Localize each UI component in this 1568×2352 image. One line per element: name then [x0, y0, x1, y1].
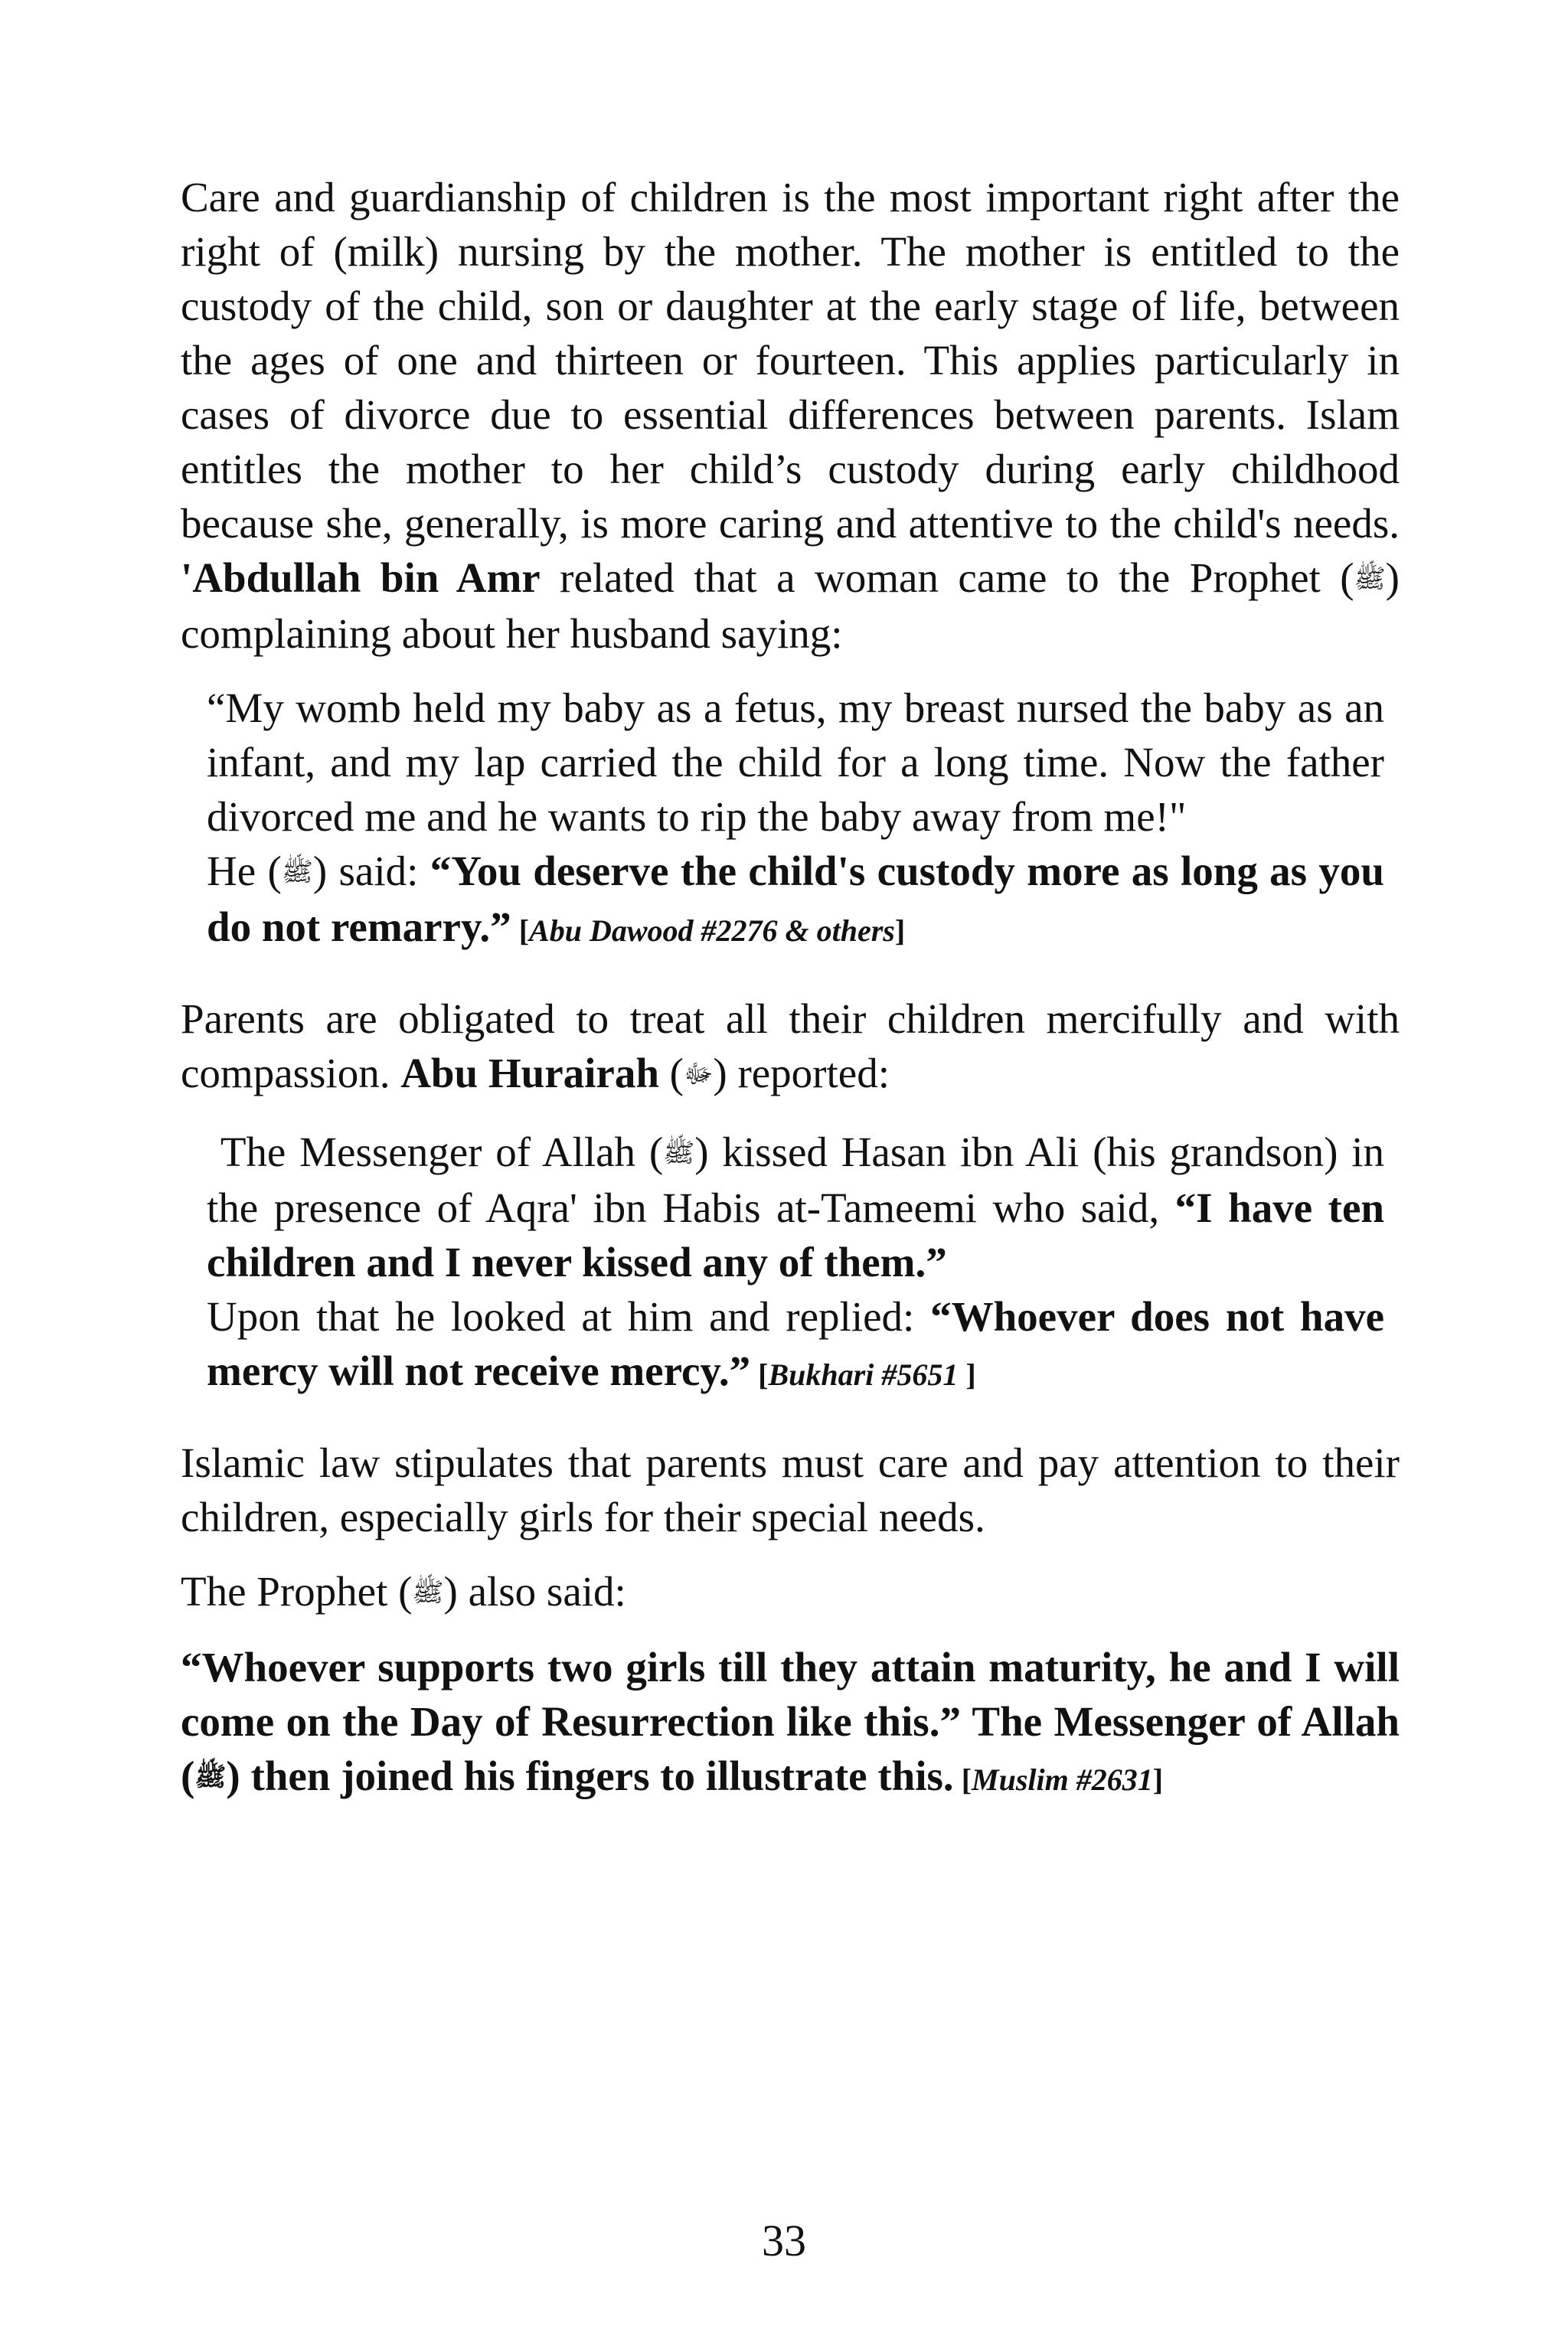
reference: [Abu Dawood #2276 & others] — [511, 913, 906, 948]
hadith-bold: “I have ten children and I never kissed any of them.” — [207, 1184, 1384, 1285]
narrator-name: Abu Hurairah — [400, 1050, 659, 1096]
paragraph-text: ) complaining about her husband saying: — [181, 554, 1400, 657]
paragraph-hadith-girls — [181, 1640, 1400, 1807]
paragraph-text: ( — [658, 1050, 684, 1096]
quote-text: Upon that he looked at him and replied: — [207, 1293, 931, 1340]
paragraph-text: Care and guardianship of children is the most important right after the right of (milk) nursing by the mother. The mother is entitled to the custody of the child, son or daughter at the early stage of life, between the ages of one and thirteen or fourteen. This applies particularly in cases of divorce due to essential differences between parents. Islam entitles the mother to her child’s custody during early childhood because she, generally, is more caring and attentive to the child's needs. — [181, 174, 1400, 547]
paragraph-text: Islamic law stipulates that parents must care and pay attention to their children, especially girls for their special needs. — [181, 1439, 1400, 1540]
reference: [Muslim #2631] — [953, 1762, 1164, 1797]
paragraph-girls — [181, 1436, 1400, 1544]
paragraph-custody — [181, 170, 1400, 661]
paragraph-prophet-said — [181, 1564, 1400, 1620]
page-body — [181, 170, 1400, 1807]
paragraph-text: ) also said: — [443, 1568, 626, 1615]
paragraph-mercy — [181, 991, 1400, 1102]
quote-text: He ( — [207, 848, 282, 894]
reference: [Bukhari #5651 ] — [750, 1357, 976, 1392]
quote-kiss — [207, 1125, 1384, 1402]
narrator-name: 'Abdullah bin Amr — [181, 554, 541, 601]
honorific-icon: ﷺ — [663, 1139, 695, 1168]
honorific-icon: ﷺ — [194, 1763, 227, 1792]
hadith-bold: “You deserve the child's custody more as long as you do not remarry.” — [207, 848, 1385, 950]
honorific-icon: ﷺ — [1354, 565, 1386, 593]
page-number: 33 — [762, 2216, 806, 2265]
honorific-icon: ﷺ — [281, 858, 313, 887]
paragraph-text: ) reported: — [713, 1050, 890, 1096]
quote-text: “My womb held my baby as a fetus, my breast nursed the baby as an infant, and my lap carried the child for a long time. Now the father divorced me and he wants to rip the baby away from me!" — [207, 684, 1384, 840]
quote-text: ) said: — [312, 848, 430, 894]
quote-text: The Messenger of Allah ( — [220, 1129, 664, 1175]
paragraph-text: The Prophet ( — [181, 1568, 413, 1615]
quote-text: ) kissed Hasan ibn Ali (his grandson) in the presence of Aqra' ibn Habis at-Tameemi who said, — [207, 1129, 1385, 1231]
hadith-bold: “Whoever does not have mercy will not receive mercy.” — [207, 1293, 1384, 1394]
paragraph-text: Parents are obligated to treat all their children mercifully and with compassion. — [181, 995, 1400, 1096]
paragraph-text: related that a woman came to the Prophet ( — [540, 554, 1354, 601]
honorific-icon: ﷻ — [684, 1060, 714, 1089]
hadith-bold: ) then joined his fingers to illustrate this. — [226, 1753, 954, 1799]
quote-mother — [207, 681, 1384, 958]
hadith-bold: “Whoever supports two girls till they attain maturity, he and I will come on the Day of Resurrection like this.” The Messenger of Allah ( — [181, 1644, 1400, 1799]
honorific-icon: ﷺ — [412, 1579, 444, 1607]
